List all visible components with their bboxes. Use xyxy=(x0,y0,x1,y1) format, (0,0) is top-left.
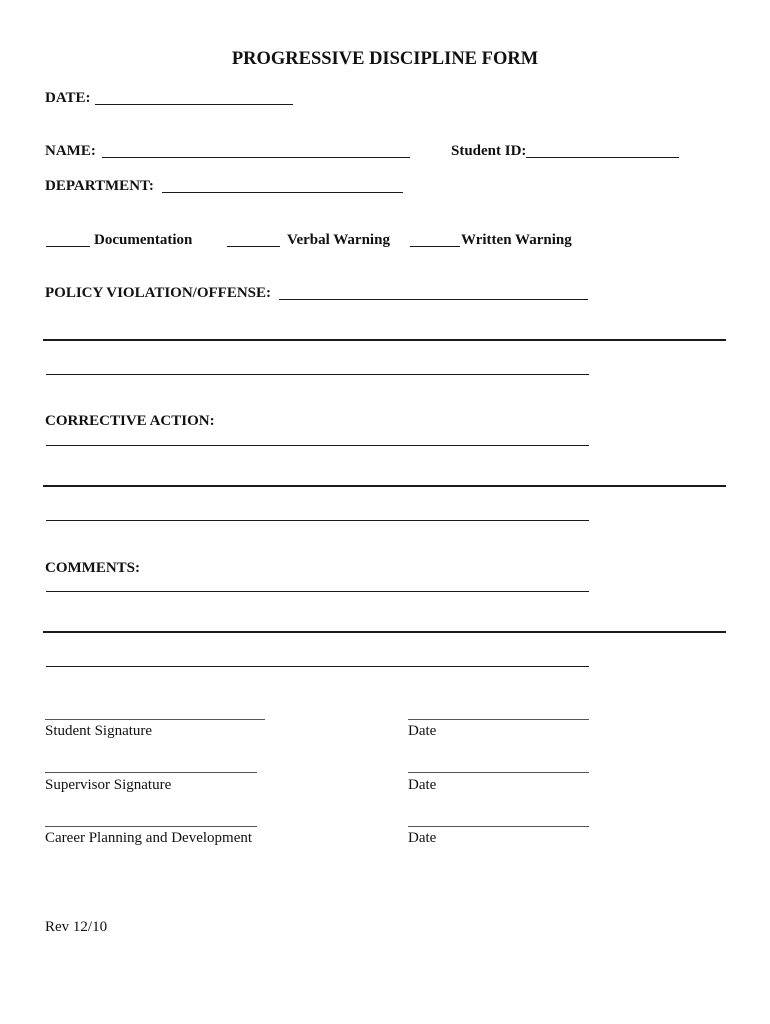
name-label: NAME: xyxy=(45,143,96,159)
comments-line-3[interactable] xyxy=(46,666,589,667)
revision-label: Rev 12/10 xyxy=(45,919,108,935)
policy-violation-label: POLICY VIOLATION/OFFENSE: xyxy=(45,285,272,301)
career-signature-label: Career Planning and Development xyxy=(45,830,253,846)
supervisor-signature-label: Supervisor Signature xyxy=(45,777,172,793)
supervisor-date-label: Date xyxy=(408,777,437,793)
written-warning-blank[interactable] xyxy=(410,246,460,247)
corrective-action-line-2[interactable] xyxy=(43,485,726,487)
verbal-warning-blank[interactable] xyxy=(227,246,280,247)
student-date-line[interactable] xyxy=(408,719,589,720)
verbal-warning-option: Verbal Warning xyxy=(287,232,390,248)
policy-violation-line-3[interactable] xyxy=(46,374,589,375)
student-id-label: Student ID: xyxy=(451,143,527,159)
name-field-line[interactable] xyxy=(102,157,410,158)
department-field-line[interactable] xyxy=(162,192,403,193)
documentation-blank[interactable] xyxy=(46,246,90,247)
documentation-option: Documentation xyxy=(94,232,193,248)
student-signature-label: Student Signature xyxy=(45,723,153,739)
written-warning-option: Written Warning xyxy=(461,232,572,248)
supervisor-date-line[interactable] xyxy=(408,772,589,773)
comments-line-1[interactable] xyxy=(46,591,589,592)
career-date-line[interactable] xyxy=(408,826,589,827)
career-date-label: Date xyxy=(408,830,437,846)
department-label: DEPARTMENT: xyxy=(45,178,154,194)
career-signature-line[interactable] xyxy=(45,826,257,827)
comments-line-2[interactable] xyxy=(43,631,726,633)
policy-violation-line-2[interactable] xyxy=(43,339,726,341)
supervisor-signature-line[interactable] xyxy=(45,772,257,773)
policy-violation-line-1[interactable] xyxy=(279,299,588,300)
date-label: DATE: xyxy=(45,90,91,106)
student-date-label: Date xyxy=(408,723,437,739)
page-title: PROGRESSIVE DISCIPLINE FORM xyxy=(231,49,539,69)
student-id-field-line[interactable] xyxy=(526,157,679,158)
corrective-action-line-3[interactable] xyxy=(46,520,589,521)
corrective-action-line-1[interactable] xyxy=(46,445,589,446)
date-field-line[interactable] xyxy=(95,104,293,105)
student-signature-line[interactable] xyxy=(45,719,265,720)
corrective-action-label: CORRECTIVE ACTION: xyxy=(45,413,215,429)
comments-label: COMMENTS: xyxy=(45,560,140,576)
